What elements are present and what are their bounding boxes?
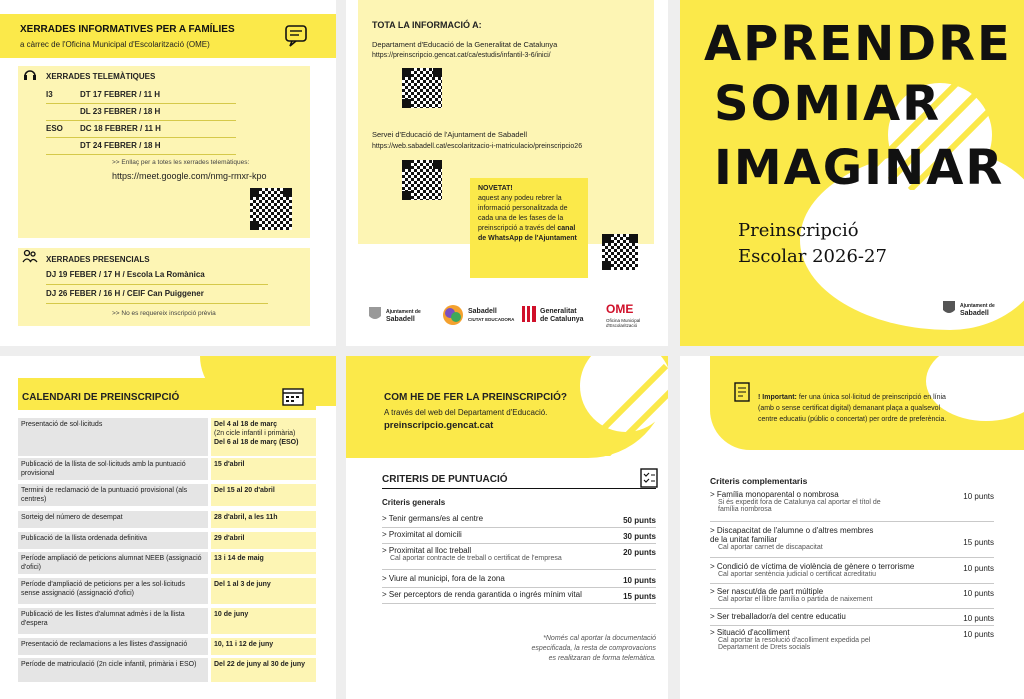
telematic-row: DL 23 FEBRER / 18 H bbox=[46, 105, 236, 121]
generalitat-logo bbox=[522, 306, 536, 322]
cover-line-aprendre: APRENDRE bbox=[704, 16, 1012, 72]
calendar-row: Publicació de la llista de sol·licituds amb la puntuació provisional 15 d'abril bbox=[18, 458, 316, 480]
criteria-row: > Viure al municipi, fora de la zona 10 punts bbox=[382, 574, 656, 588]
calendar-row: Publicació de les llistes d'alumnat admès i de la llista d'espera 10 de juny bbox=[18, 608, 316, 634]
qr-code bbox=[402, 68, 442, 108]
complementary-row: > Situació d'acolliment 10 punts Cal aportar la resolució d'acolliment expedida pel Departament de Drets socials bbox=[710, 628, 994, 651]
general-criteria-title: Criteris generals bbox=[382, 498, 446, 507]
calendar-title: CALENDARI DE PREINSCRIPCIÓ bbox=[22, 392, 180, 403]
cover-line-imaginar: IMAGINAR bbox=[714, 140, 1005, 196]
qr-code bbox=[602, 234, 638, 270]
novetat-whatsapp[interactable]: canal de WhatsApp de l'Ajuntament bbox=[478, 225, 577, 242]
calendar-row: Període d'ampliació de peticions per a les sol·licituds sense assignació (assignació d'ofici) Del 1 al 3 de juny bbox=[18, 578, 316, 604]
novetat-title: NOVETAT! bbox=[478, 185, 513, 192]
logo-ome: OME bbox=[606, 302, 634, 316]
cover-subtitle-2: Escolar 2026-27 bbox=[738, 246, 887, 267]
panel-xerrades bbox=[0, 0, 336, 346]
panel-criteris bbox=[346, 356, 668, 699]
complementary-row: > Condició de víctima de violència de gènere o terrorisme 10 punts Cal aportar sentència judicial o certificat acreditatiu bbox=[710, 562, 994, 584]
complementary-row: > Ser treballador/a del centre educatiu 10 punts bbox=[710, 612, 994, 626]
criteria-row: > Proximitat al domicili 30 punts bbox=[382, 530, 656, 544]
telematic-row: ESO DC 18 FEBRER / 11 H bbox=[46, 122, 236, 138]
telematic-title: XERRADES TELEMÀTIQUES bbox=[46, 72, 156, 81]
info-title: TOTA LA INFORMACIÓ A: bbox=[372, 20, 482, 30]
calendar-row: Sorteig del número de desempat 28 d'abril, a les 11h bbox=[18, 511, 316, 528]
document-icon bbox=[734, 382, 750, 402]
presential-row: DJ 19 FEBER / 17 H / Escola La Romànica bbox=[46, 270, 268, 285]
qr-code bbox=[250, 188, 292, 230]
presential-title: XERRADES PRESENCIALS bbox=[46, 255, 150, 264]
telematic-row: DT 24 FEBRER / 18 H bbox=[46, 139, 236, 155]
calendar-row: Presentació de sol·licituds Del 4 al 18 de març (2n cicle infantil i primària) Del 6 al 18 de març (ESO) bbox=[18, 418, 316, 456]
qr-code bbox=[402, 160, 442, 200]
presential-note: >> No es requereix inscripció prèvia bbox=[112, 310, 216, 317]
logo-generalitat: Generalitat de Catalunya bbox=[540, 308, 584, 323]
ajuntament-logo bbox=[368, 306, 382, 322]
how-url[interactable]: preinscripcio.gencat.cat bbox=[384, 420, 494, 431]
calendar-row: Període de matriculació (2n cicle infantil, primària i ESO) Del 22 de juny al 30 de juny bbox=[18, 658, 316, 682]
logo-ajuntament: Ajuntament de Sabadell bbox=[386, 309, 421, 323]
ajuntament-logo bbox=[942, 300, 956, 316]
url-sabadell[interactable]: https://web.sabadell.cat/escolaritzacio-i-matriculacio/preinscripcio26 bbox=[372, 143, 583, 150]
novetat-box bbox=[470, 178, 588, 278]
xerrades-header bbox=[0, 14, 336, 58]
headset-icon bbox=[22, 67, 38, 83]
complementary-row: > Ser nascut/da de part múltiple 10 punts Cal aportar el llibre família o partida de naixement bbox=[710, 587, 994, 609]
calendar-icon bbox=[282, 386, 304, 406]
panel-informacio bbox=[346, 0, 668, 346]
presential-row: DJ 26 FEBER / 16 H / CEIF Can Puiggener bbox=[46, 289, 268, 304]
criteria-row: > Proximitat al lloc treball 20 punts Cal aportar contracte de treball o certificat de l'empresa bbox=[382, 546, 656, 570]
xerrades-subtitle: a càrrec de l'Oficina Municipal d'Escolarització (OME) bbox=[20, 40, 210, 49]
panel-calendari bbox=[0, 356, 336, 699]
chat-icon bbox=[284, 24, 310, 48]
meet-link[interactable]: https://meet.google.com/nmg-rmxr-kpo bbox=[112, 171, 267, 181]
complementary-row: > Discapacitat de l'alumne o d'altres membres de la unitat familiar 15 punts Cal aportar carnet de discapacitat bbox=[710, 526, 994, 558]
calendar-row: Període ampliació de peticions alumnat NEEB (assignació d'ofici) 13 i 14 de maig bbox=[18, 552, 316, 574]
panel-cover bbox=[680, 0, 1024, 346]
calendar-row: Termini de reclamació de la puntuació provisional (als centres) Del 15 al 20 d'abril bbox=[18, 484, 316, 506]
how-title: COM HE DE FER LA PREINSCRIPCIÓ? bbox=[384, 392, 567, 403]
logo-ome-subtitle: Oficina Municipal d'Escolarització bbox=[606, 318, 641, 328]
decor-stripes bbox=[556, 356, 668, 456]
complementary-title: Criteris complementaris bbox=[710, 476, 808, 486]
cover-subtitle-1: Preinscripció bbox=[738, 220, 859, 241]
calendar-row: Presentació de reclamacions a les llistes d'assignació 10, 11 i 12 de juny bbox=[18, 638, 316, 655]
how-text: A través del web del Departament d'Educació. bbox=[384, 408, 548, 417]
calendar-row: Publicació de la llista ordenada definitiva 29 d'abril bbox=[18, 532, 316, 549]
source-gencat: Departament d'Educació de la Generalitat de Catalunya bbox=[372, 40, 558, 49]
criteria-row: > Tenir germans/es al centre 50 punts bbox=[382, 514, 656, 528]
telematic-row: I3 DT 17 FEBRER / 11 H bbox=[46, 88, 236, 104]
link-note: >> Enllaç per a totes les xerrades telemàtiques: bbox=[112, 159, 250, 166]
sabadell-educadora-logo bbox=[442, 304, 464, 326]
source-sabadell: Servei d'Educació de l'Ajuntament de Sabadell bbox=[372, 130, 528, 139]
criteria-row: > Ser perceptors de renda garantida o ingrés mínim vital 15 punts bbox=[382, 590, 656, 604]
complementary-row: > Família monoparental o nombrosa 10 punts Si és expedit fora de Catalunya cal aportar el títol de família nombrosa bbox=[710, 490, 994, 522]
panel-complementaris bbox=[680, 356, 1024, 699]
criteria-title: CRITERIS DE PUNTUACIÓ bbox=[382, 474, 508, 485]
cover-logo: Ajuntament de Sabadell bbox=[960, 303, 995, 317]
logo-sabadell-educadora: Sabadell CIUTAT EDUCADORA bbox=[468, 308, 515, 322]
criteria-footnote: *Només cal aportar la documentació especificada, la resta de comprovacions es realitzaran de forma telemàtica. bbox=[531, 635, 656, 662]
important-note: ! Important: fer una única sol·licitud de preinscripció en línia (amb o sense certificat digital) demanant plaça a qualsevol centre educatiu (públic o concertat) per ordre de preferència. bbox=[758, 394, 947, 423]
novetat-text: aquest any podeu rebrer la informació personalitzada de cada una de les fases de la preinscripció a través del bbox=[478, 195, 568, 232]
cover-line-somiar: SOMIAR bbox=[714, 76, 942, 132]
url-gencat[interactable]: https://preinscripcio.gencat.cat/ca/estudis/infantil-3-6/inici/ bbox=[372, 52, 551, 59]
people-icon bbox=[22, 249, 38, 263]
xerrades-title: XERRADES INFORMATIVES PER A FAMÍLIES bbox=[20, 24, 235, 35]
checklist-icon bbox=[640, 468, 658, 488]
